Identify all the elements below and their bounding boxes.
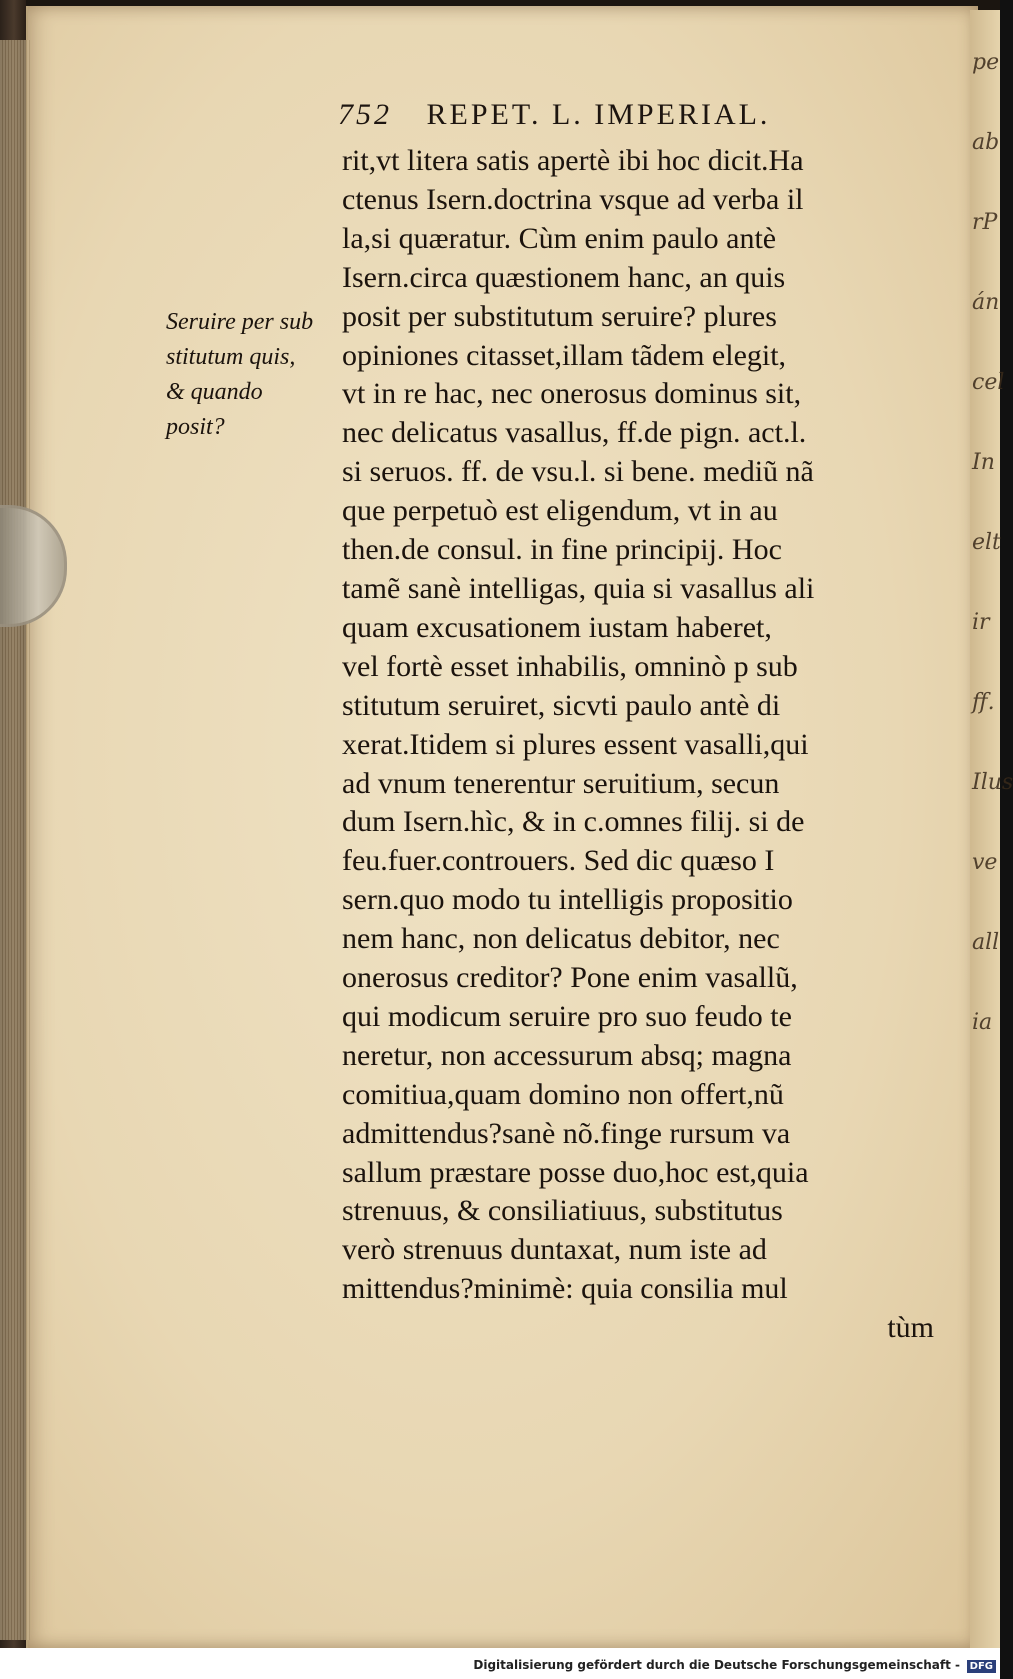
- text-line: comitiua,quam domino non offert,nũ: [342, 1077, 784, 1111]
- page-number: 752: [338, 98, 392, 131]
- text-line: verò strenuus duntaxat, num iste ad: [342, 1233, 767, 1267]
- text-line: stitutum seruiret, sicvti paulo antè di: [342, 688, 781, 722]
- text-line: Isern.circa quæstionem hanc, an quis: [342, 260, 786, 294]
- text-line: sallum præstare posse duo,hoc est,quia: [342, 1155, 809, 1189]
- text-line: nem hanc, non delicatus debitor, nec: [342, 922, 780, 956]
- page-edges: [0, 40, 30, 1640]
- dfg-logo: DFG: [967, 1660, 996, 1673]
- margin-line: Seruire per sub: [166, 309, 314, 335]
- footer-credit: Digitalisierung gefördert durch die Deutsche Forschungsgemeinschaft -: [473, 1658, 960, 1672]
- text-line: tamẽ sanè intelligas, quia si vasallus ali: [342, 571, 815, 605]
- running-title: REPET. L. IMPERIAL.: [426, 98, 771, 131]
- text-line: neretur, non accessurum absq; magna: [342, 1038, 792, 1072]
- text-line: xerat.Itidem si plures essent vasalli,qui: [342, 727, 809, 761]
- text-line: mittendus?minimè: quia consilia mul: [342, 1272, 788, 1306]
- text-line: quam excusationem iustam haberet,: [342, 610, 772, 644]
- adjacent-page-edge: pe ab rP án cel In elt ir ff. Ilus ve all ia: [970, 10, 1000, 1650]
- text-line: posit per substitutum seruire? plures: [342, 299, 777, 333]
- text-line: admittendus?sanè nõ.finge rursum va: [342, 1116, 791, 1150]
- running-header: [338, 98, 898, 132]
- footer-bar: [0, 1648, 1000, 1679]
- text-line: onerosus creditor? Pone enim vasallũ,: [342, 961, 798, 995]
- text-line: then.de consul. in fine principij. Hoc: [342, 533, 782, 567]
- text-line: vel fortè esset inhabilis, omninò p sub: [342, 649, 798, 683]
- catchword: tùm: [887, 1311, 934, 1345]
- margin-line: & quando: [166, 379, 263, 405]
- text-line: qui modicum seruire pro suo feudo te: [342, 999, 792, 1033]
- margin-line: stitutum quis,: [166, 344, 296, 370]
- text-line: feu.fuer.controuers. Sed dic quæso I: [342, 844, 775, 878]
- text-line: vt in re hac, nec onerosus dominus sit,: [342, 377, 802, 411]
- text-line: nec delicatus vasallus, ff.de pign. act.l.: [342, 416, 807, 450]
- text-line: que perpetuò est eligendum, vt in au: [342, 494, 778, 528]
- text-line: ctenus Isern.doctrina vsque ad verba il: [342, 182, 804, 216]
- text-line: sern.quo modo tu intelligis propositio: [342, 883, 793, 917]
- main-text-block: [342, 142, 942, 1348]
- text-line: opiniones citasset,illam tãdem elegit,: [342, 338, 787, 372]
- text-line: la,si quæratur. Cùm enim paulo antè: [342, 221, 777, 255]
- text-line: si seruos. ff. de vsu.l. si bene. mediũ nã: [342, 455, 814, 489]
- text-line: rit,vt litera satis apertè ibi hoc dicit.Ha: [342, 144, 804, 177]
- text-line: dum Isern.hìc, & in c.omnes filij. si de: [342, 805, 805, 839]
- margin-line: posit?: [166, 414, 225, 440]
- marginal-note: [166, 305, 336, 445]
- text-line: ad vnum tenerentur seruitium, secun: [342, 766, 780, 800]
- text-line: strenuus, & consiliatiuus, substitutus: [342, 1194, 783, 1228]
